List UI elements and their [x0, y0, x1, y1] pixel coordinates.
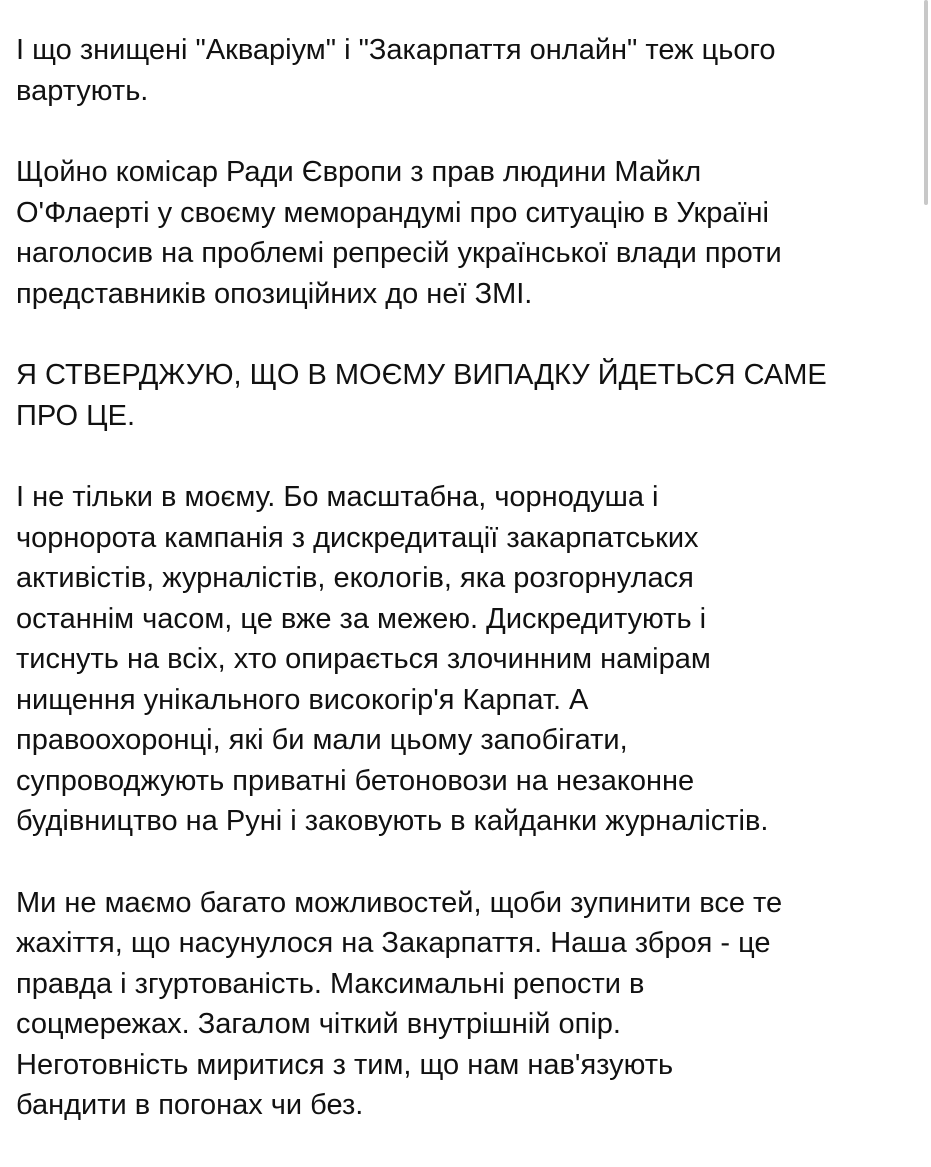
- paragraph-line: правоохоронці, які би мали цьому запобігати,: [16, 724, 628, 756]
- paragraph-line: жахіття, що насунулося на Закарпаття. Наша зброя - це: [16, 927, 771, 959]
- paragraph-line: нищення унікального високогір'я Карпат. А: [16, 683, 589, 716]
- paragraph-line: Неготовність миритися з тим, що нам нав'язують: [16, 1048, 674, 1081]
- paragraph-line: супроводжують приватні бетоновози на незаконне: [16, 764, 695, 797]
- paragraph-line: бандити в погонах чи без.: [16, 1089, 364, 1121]
- paragraph-line: І що знищені "Акваріум" і "Закарпаття онлайн" теж цього: [16, 34, 776, 66]
- post-paragraph-2: [16, 152, 911, 314]
- paragraph-line: Ми не маємо багато можливостей, щоби зупинити все те: [16, 886, 783, 919]
- paragraph-line: вартують.: [16, 74, 149, 107]
- post-body: [16, 30, 911, 1167]
- paragraph-line: представників опозиційних до неї ЗМІ.: [16, 277, 533, 310]
- paragraph-line: О'Флаерті у своєму меморандумі про ситуацію в Україні: [16, 196, 769, 229]
- paragraph-line: правда і згуртованість. Максимальні репости в: [16, 967, 645, 1000]
- post-paragraph-4: [16, 477, 911, 842]
- paragraph-line: тиснуть на всіх, хто опирається злочинним намірам: [16, 643, 711, 675]
- paragraph-line: І не тільки в моєму. Бо масштабна, чорнодуша і: [16, 481, 659, 513]
- post-paragraph-5: [16, 883, 911, 1126]
- paragraph-line: останнім часом, це вже за межею. Дискредитують і: [16, 602, 707, 635]
- paragraph-line: наголосив на проблемі репресій української влади проти: [16, 237, 782, 269]
- post-paragraph-3: [16, 355, 911, 436]
- scrollbar-thumb[interactable]: [924, 0, 928, 205]
- post-paragraph-1: [16, 30, 911, 111]
- paragraph-line: будівництво на Руні і заковують в кайданки журналістів.: [16, 805, 769, 837]
- paragraph-line: Щойно комісар Ради Європи з прав людини Майкл: [16, 156, 702, 188]
- paragraph-line: активістів, журналістів, екологів, яка розгорнулася: [16, 562, 694, 594]
- paragraph-line: Я СТВЕРДЖУЮ, ЩО В МОЄМУ ВИПАДКУ ЙДЕТЬСЯ САМЕ: [16, 359, 827, 391]
- vertical-scrollbar[interactable]: [922, 0, 931, 1080]
- paragraph-line: соцмережах. Загалом чіткий внутрішній опір.: [16, 1008, 621, 1040]
- paragraph-line: ПРО ЦЕ.: [16, 399, 136, 432]
- paragraph-line: чорнорота кампанія з дискредитації закарпатських: [16, 521, 699, 554]
